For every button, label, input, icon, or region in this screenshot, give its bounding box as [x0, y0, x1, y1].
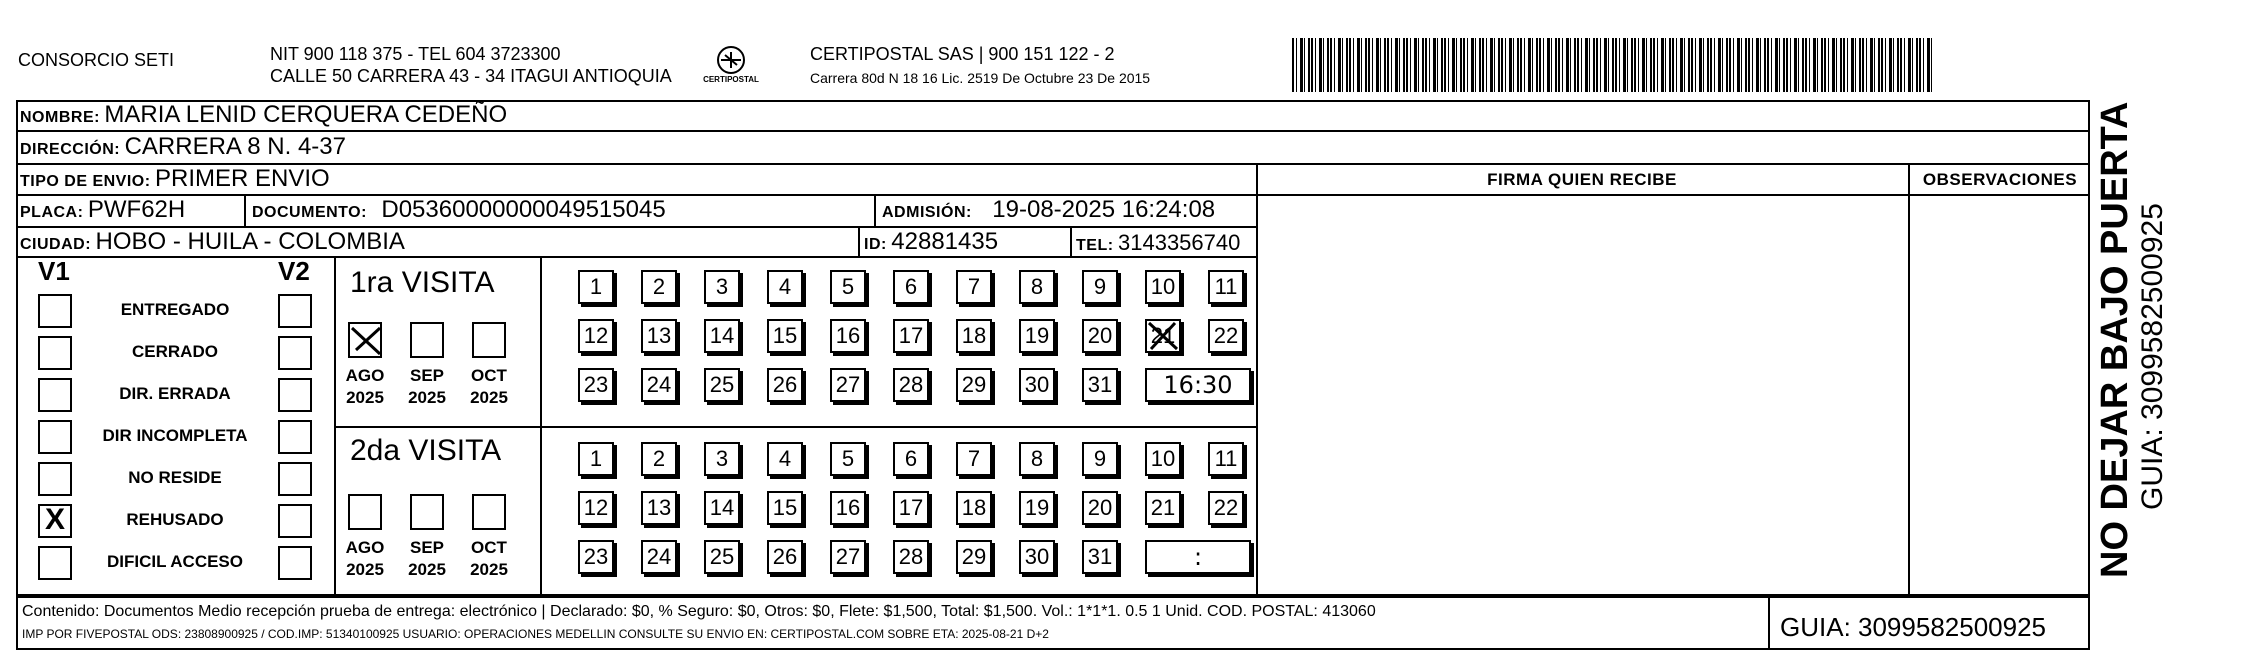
certipostal-line2: Carrera 80d N 18 16 Lic. 2519 De Octubre 23 De 2015 — [810, 70, 1151, 86]
month-label: AGO — [345, 366, 385, 385]
month-label: SEP — [409, 538, 445, 557]
visit2-day-18[interactable]: 18 — [956, 491, 992, 525]
reason-label: DIFICIL ACCESO — [106, 552, 243, 571]
visit1-day-31[interactable]: 31 — [1082, 368, 1118, 402]
month-checkbox-oct[interactable] — [472, 322, 506, 358]
visit2-day-27[interactable]: 27 — [830, 540, 866, 574]
visit1-day-15[interactable]: 15 — [767, 319, 803, 353]
v2-checkbox-3[interactable] — [278, 420, 312, 454]
side-guia: GUIA: 3099582500925 — [2136, 203, 2169, 510]
month-checkbox-sep[interactable] — [410, 494, 444, 530]
v1-label: V1 — [38, 256, 70, 286]
visit1-day-22[interactable]: 22 — [1208, 319, 1244, 353]
visit2-day-25[interactable]: 25 — [704, 540, 740, 574]
direccion-row — [20, 133, 346, 161]
documento-label: DOCUMENTO: — [252, 204, 367, 221]
visit2-day-31[interactable]: 31 — [1082, 540, 1118, 574]
month-label: AGO — [345, 538, 385, 557]
admision-cell — [882, 196, 1215, 224]
footer-line2: IMP POR FIVEPOSTAL ODS: 23808900925 / COD.IMP: 51340100925 USUARIO: OPERACIONES MEDELLIN CONSULTE SU ENVIO EN: CERTIPOSTAL.COM SOBRE ETA: 2025-08-21 D+2 — [22, 627, 1049, 641]
v2-checkbox-6[interactable] — [278, 546, 312, 580]
visit2-day-1[interactable]: 1 — [578, 442, 614, 476]
v1-checkbox-4[interactable] — [38, 462, 72, 496]
check-mark-icon — [350, 324, 382, 358]
tipo-label: TIPO DE ENVIO: — [20, 173, 151, 190]
address-line: CALLE 50 CARRERA 43 - 34 ITAGUI ANTIOQUIA — [270, 66, 672, 86]
visit1-day-3[interactable]: 3 — [704, 270, 740, 304]
reason-label: CERRADO — [132, 342, 218, 361]
id-label: ID: — [864, 236, 887, 253]
visit1-day-1[interactable]: 1 — [578, 270, 614, 304]
day-number: 21 — [1150, 323, 1176, 348]
month-checkbox-sep[interactable] — [410, 322, 444, 358]
visit2-day-9[interactable]: 9 — [1082, 442, 1118, 476]
visit1-day-14[interactable]: 14 — [704, 319, 740, 353]
visit2-day-12[interactable]: 12 — [578, 491, 614, 525]
year-label: 2025 — [346, 560, 384, 579]
tel-value: 3143356740 — [1118, 230, 1241, 255]
v2-checkbox-4[interactable] — [278, 462, 312, 496]
nit-line: NIT 900 118 375 - TEL 604 3723300 — [270, 44, 561, 64]
v1-checkbox-5[interactable]: X — [38, 504, 72, 538]
visit2-day-3[interactable]: 3 — [704, 442, 740, 476]
id-value: 42881435 — [891, 228, 999, 255]
id-cell — [864, 228, 998, 256]
v2-label: V2 — [278, 256, 310, 286]
visit1-day-20[interactable]: 20 — [1082, 319, 1118, 353]
visit2-day-19[interactable]: 19 — [1019, 491, 1055, 525]
certipostal-line1: CERTIPOSTAL SAS | 900 151 122 - 2 — [810, 44, 1115, 64]
visit2-day-17[interactable]: 17 — [893, 491, 929, 525]
visit1-day-8[interactable]: 8 — [1019, 270, 1055, 304]
visit1-day-26[interactable]: 26 — [767, 368, 803, 402]
year-label: 2025 — [408, 388, 446, 407]
ciudad-label: CIUDAD: — [20, 236, 92, 253]
visit1-day-23[interactable]: 23 — [578, 368, 614, 402]
visit2-day-6[interactable]: 6 — [893, 442, 929, 476]
year-label: 2025 — [470, 560, 508, 579]
visit1-day-19[interactable]: 19 — [1019, 319, 1055, 353]
visit1-day-29[interactable]: 29 — [956, 368, 992, 402]
visit2-day-28[interactable]: 28 — [893, 540, 929, 574]
visit1-day-7[interactable]: 7 — [956, 270, 992, 304]
visit1-time-field[interactable]: 16:30 — [1145, 368, 1251, 402]
visit1-day-6[interactable]: 6 — [893, 270, 929, 304]
tipo-row — [20, 165, 330, 193]
nombre-row — [20, 101, 507, 129]
visit2-day-29[interactable]: 29 — [956, 540, 992, 574]
visit1-day-13[interactable]: 13 — [641, 319, 677, 353]
ciudad-cell — [20, 228, 405, 256]
month-label: SEP — [409, 366, 445, 385]
cross-mark-icon — [1145, 319, 1181, 353]
visit2-day-20[interactable]: 20 — [1082, 491, 1118, 525]
month-label: OCT — [471, 366, 507, 385]
visit2-day-26[interactable]: 26 — [767, 540, 803, 574]
visit1-day-27[interactable]: 27 — [830, 368, 866, 402]
month-checkbox-ago[interactable] — [348, 494, 382, 530]
company-name: CONSORCIO SETI — [18, 50, 175, 70]
footer-guia: GUIA: 3099582500925 — [1780, 612, 2046, 642]
visit2-title: 2da VISITA — [350, 434, 502, 467]
direccion-value: CARRERA 8 N. 4-37 — [124, 133, 346, 160]
v1-checkbox-6[interactable] — [38, 546, 72, 580]
visit1-day-4[interactable]: 4 — [767, 270, 803, 304]
visit2-day-7[interactable]: 7 — [956, 442, 992, 476]
nombre-value: MARIA LENID CERQUERA CEDEÑO — [104, 101, 508, 128]
admision-label: ADMISIÓN: — [882, 204, 972, 221]
visit1-day-28[interactable]: 28 — [893, 368, 929, 402]
month-label: OCT — [471, 538, 507, 557]
placa-value: PWF62H — [87, 196, 186, 223]
admision-value: 19-08-2025 16:24:08 — [992, 196, 1216, 223]
placa-cell — [20, 196, 185, 224]
visit2-day-30[interactable]: 30 — [1019, 540, 1055, 574]
barcode — [1292, 38, 1932, 92]
tipo-value: PRIMER ENVIO — [155, 165, 330, 192]
ciudad-value: HOBO - HUILA - COLOMBIA — [95, 228, 405, 255]
month-checkbox-oct[interactable] — [472, 494, 506, 530]
year-label: 2025 — [470, 388, 508, 407]
no-dejar-bajo-puerta: NO DEJAR BAJO PUERTA — [2094, 101, 2136, 578]
documento-value: D05360000000049515045 — [381, 196, 666, 223]
visit1-day-24[interactable]: 24 — [641, 368, 677, 402]
v1-checkbox-1[interactable] — [38, 336, 72, 370]
certipostal-logo — [703, 44, 759, 90]
visit2-day-21[interactable]: 21 — [1145, 491, 1181, 525]
visit1-day-12[interactable]: 12 — [578, 319, 614, 353]
month-checkbox-ago[interactable] — [348, 322, 382, 358]
reason-label: ENTREGADO — [120, 300, 230, 319]
documento-cell — [252, 196, 666, 224]
reason-label: NO RESIDE — [128, 468, 222, 487]
visit1-title: 1ra VISITA — [350, 266, 495, 299]
v2-checkbox-5[interactable] — [278, 504, 312, 538]
v1-checkbox-3[interactable] — [38, 420, 72, 454]
visit1-day-25[interactable]: 25 — [704, 368, 740, 402]
visit2-day-24[interactable]: 24 — [641, 540, 677, 574]
year-label: 2025 — [346, 388, 384, 407]
visit1-day-18[interactable]: 18 — [956, 319, 992, 353]
visit1-day-10[interactable]: 10 — [1145, 270, 1181, 304]
reason-label: REHUSADO — [126, 510, 224, 529]
visit2-day-10[interactable]: 10 — [1145, 442, 1181, 476]
placa-label: PLACA: — [20, 204, 84, 221]
visit2-day-13[interactable]: 13 — [641, 491, 677, 525]
visit2-day-14[interactable]: 14 — [704, 491, 740, 525]
logo-text: CERTIPOSTAL — [703, 75, 759, 84]
tel-label: TEL: — [1076, 237, 1114, 254]
visit1-day-2[interactable]: 2 — [641, 270, 677, 304]
year-label: 2025 — [408, 560, 446, 579]
v2-checkbox-0[interactable] — [278, 294, 312, 328]
visit2-day-11[interactable]: 11 — [1208, 442, 1244, 476]
visit2-time-field[interactable]: : — [1145, 540, 1251, 574]
visit2-day-16[interactable]: 16 — [830, 491, 866, 525]
visit2-day-22[interactable]: 22 — [1208, 491, 1244, 525]
visit2-day-2[interactable]: 2 — [641, 442, 677, 476]
observaciones-header: OBSERVACIONES — [1922, 170, 2078, 189]
tel-cell — [1076, 230, 1240, 256]
direccion-label: DIRECCIÓN: — [20, 141, 121, 158]
visit1-day-30[interactable]: 30 — [1019, 368, 1055, 402]
visit2-day-5[interactable]: 5 — [830, 442, 866, 476]
firma-header: FIRMA QUIEN RECIBE — [1487, 170, 1677, 189]
visit1-day-5[interactable]: 5 — [830, 270, 866, 304]
visit2-day-8[interactable]: 8 — [1019, 442, 1055, 476]
footer-line1: Contenido: Documentos Medio recepción prueba de entrega: electrónico | Declarado: $0, % Seguro: $0, Otros: $0, Flete: $1,500, Total: $1,500. Vol.: 1*1*1. 0.5 1 Unid. COD. POSTAL: 413060 — [22, 603, 1376, 620]
visit1-day-9[interactable]: 9 — [1082, 270, 1118, 304]
visit2-day-4[interactable]: 4 — [767, 442, 803, 476]
v2-checkbox-2[interactable] — [278, 378, 312, 412]
reason-label: DIR. ERRADA — [119, 384, 231, 403]
visit2-day-15[interactable]: 15 — [767, 491, 803, 525]
v1-checkbox-2[interactable] — [38, 378, 72, 412]
visit2-day-23[interactable]: 23 — [578, 540, 614, 574]
visit1-day-21[interactable] — [1145, 319, 1181, 353]
reason-label: DIR INCOMPLETA — [102, 426, 248, 445]
visit1-day-16[interactable]: 16 — [830, 319, 866, 353]
visit1-day-11[interactable]: 11 — [1208, 270, 1244, 304]
v2-checkbox-1[interactable] — [278, 336, 312, 370]
v1-checkbox-0[interactable] — [38, 294, 72, 328]
nombre-label: NOMBRE: — [20, 109, 100, 126]
visit1-day-17[interactable]: 17 — [893, 319, 929, 353]
